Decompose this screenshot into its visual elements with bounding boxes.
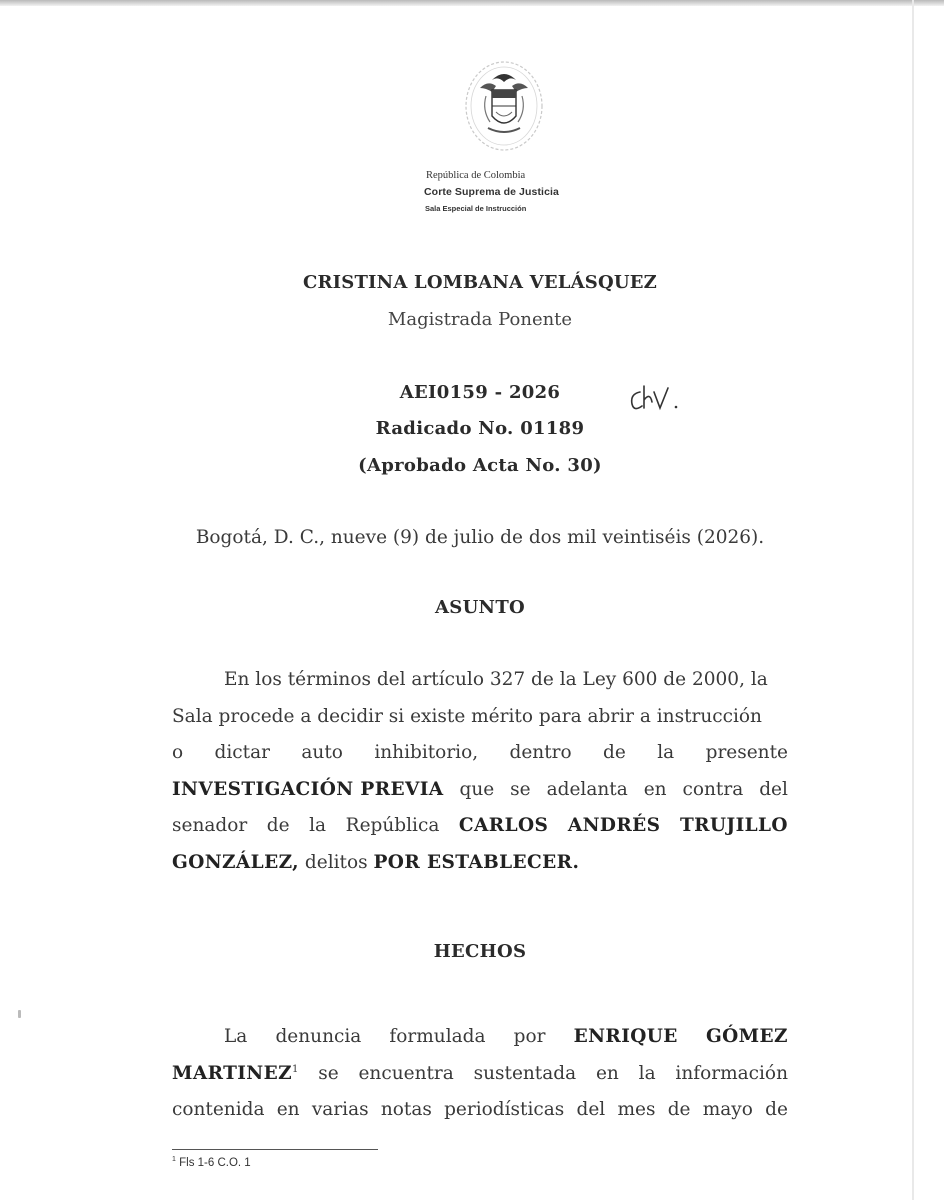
bold-term-with-footnote <box>172 1056 298 1093</box>
word: del <box>576 1099 606 1121</box>
word: contra <box>682 778 744 800</box>
paragraph-asunto <box>172 662 788 882</box>
word: la <box>638 1062 656 1084</box>
paragraph-hechos <box>172 1019 788 1129</box>
footnote-marker[interactable]: 1 <box>292 1063 299 1075</box>
page-top-edge <box>0 0 944 6</box>
word: dentro <box>509 742 572 764</box>
word: La <box>224 1026 248 1047</box>
footnote-number: 1 <box>172 1156 176 1164</box>
word: delitos <box>304 851 368 873</box>
bold-term: GONZÁLEZ, <box>172 851 300 873</box>
word: mes <box>617 1099 656 1121</box>
bold-term: INVESTIGACIÓN PREVIA <box>172 778 444 800</box>
word: o <box>172 742 184 764</box>
word: la <box>309 815 327 837</box>
word: de <box>667 1099 691 1121</box>
word: dictar <box>214 742 270 764</box>
word: periodísticas <box>444 1099 565 1121</box>
word: formulada <box>389 1026 486 1047</box>
word: inhibitorio, <box>374 742 479 764</box>
case-number: AEI0159 - 2026 <box>399 382 561 403</box>
word: República <box>345 815 440 837</box>
scan-speck <box>18 1010 21 1018</box>
colombia-coat-of-arms-icon <box>462 58 546 158</box>
word: adelanta <box>546 778 628 800</box>
handwritten-initials-icon <box>626 382 682 416</box>
paragraph-line <box>172 845 788 882</box>
paragraph-line <box>172 808 788 845</box>
word: información <box>675 1062 788 1084</box>
word: se <box>318 1062 339 1084</box>
paragraph-line <box>172 1092 788 1129</box>
word: en <box>595 1062 619 1084</box>
word: por <box>513 1026 546 1047</box>
letterhead-court: Corte Suprema de Justicia <box>424 186 559 198</box>
paragraph-line <box>172 735 788 772</box>
footnote-text: Fls 1-6 C.O. 1 <box>179 1157 251 1169</box>
bold-term: GÓMEZ <box>705 1026 788 1047</box>
document-date: Bogotá, D. C., nueve (9) de julio de dos mil veintiséis (2026). <box>195 527 765 548</box>
word: presente <box>705 742 788 764</box>
letterhead-chamber: Sala Especial de Instrucción <box>425 204 527 213</box>
bold-term: ENRIQUE <box>573 1026 678 1047</box>
letterhead <box>420 58 560 218</box>
word: auto <box>301 742 343 764</box>
paragraph-line <box>172 1019 788 1056</box>
bold-term: CARLOS <box>458 815 549 837</box>
bold-term: MARTINEZ <box>172 1062 293 1084</box>
footnote-rule <box>172 1149 378 1150</box>
bold-term: ANDRÉS <box>567 815 661 837</box>
paragraph-line: Sala procede a decidir si existe mérito para abrir a instrucción <box>172 705 762 727</box>
case-radicado: Radicado No. 01189 <box>375 418 585 439</box>
heading-hechos: HECHOS <box>433 941 527 962</box>
word: de <box>266 815 290 837</box>
word: se <box>510 778 531 800</box>
letterhead-country: República de Colombia <box>426 170 526 181</box>
word: senador <box>172 815 248 837</box>
page-right-edge <box>912 0 914 1200</box>
word: la <box>657 742 675 764</box>
bold-term: POR ESTABLECER. <box>373 851 580 873</box>
word: varias <box>311 1099 369 1121</box>
magistrate-name: CRISTINA LOMBANA VELÁSQUEZ <box>302 272 658 293</box>
word: en <box>643 778 667 800</box>
word: contenida <box>172 1099 265 1121</box>
bold-term: TRUJILLO <box>679 815 788 837</box>
word: del <box>759 778 788 800</box>
magistrate-role: Magistrada Ponente <box>387 309 573 330</box>
footnote <box>172 1157 251 1169</box>
paragraph-line <box>172 1056 788 1093</box>
word: de <box>603 742 626 764</box>
word: sustentada <box>473 1062 577 1084</box>
word: en <box>276 1099 300 1121</box>
word: encuentra <box>358 1062 454 1084</box>
word: mayo <box>702 1099 753 1121</box>
case-acta: (Aprobado Acta No. 30) <box>358 455 602 476</box>
word: denuncia <box>275 1026 362 1047</box>
word: de <box>765 1099 788 1121</box>
paragraph-line <box>172 772 788 809</box>
heading-asunto: ASUNTO <box>435 597 525 618</box>
word: que <box>459 778 495 800</box>
paragraph-line: En los términos del artículo 327 de la Ley 600 de 2000, la <box>224 669 768 690</box>
word: notas <box>380 1099 432 1121</box>
